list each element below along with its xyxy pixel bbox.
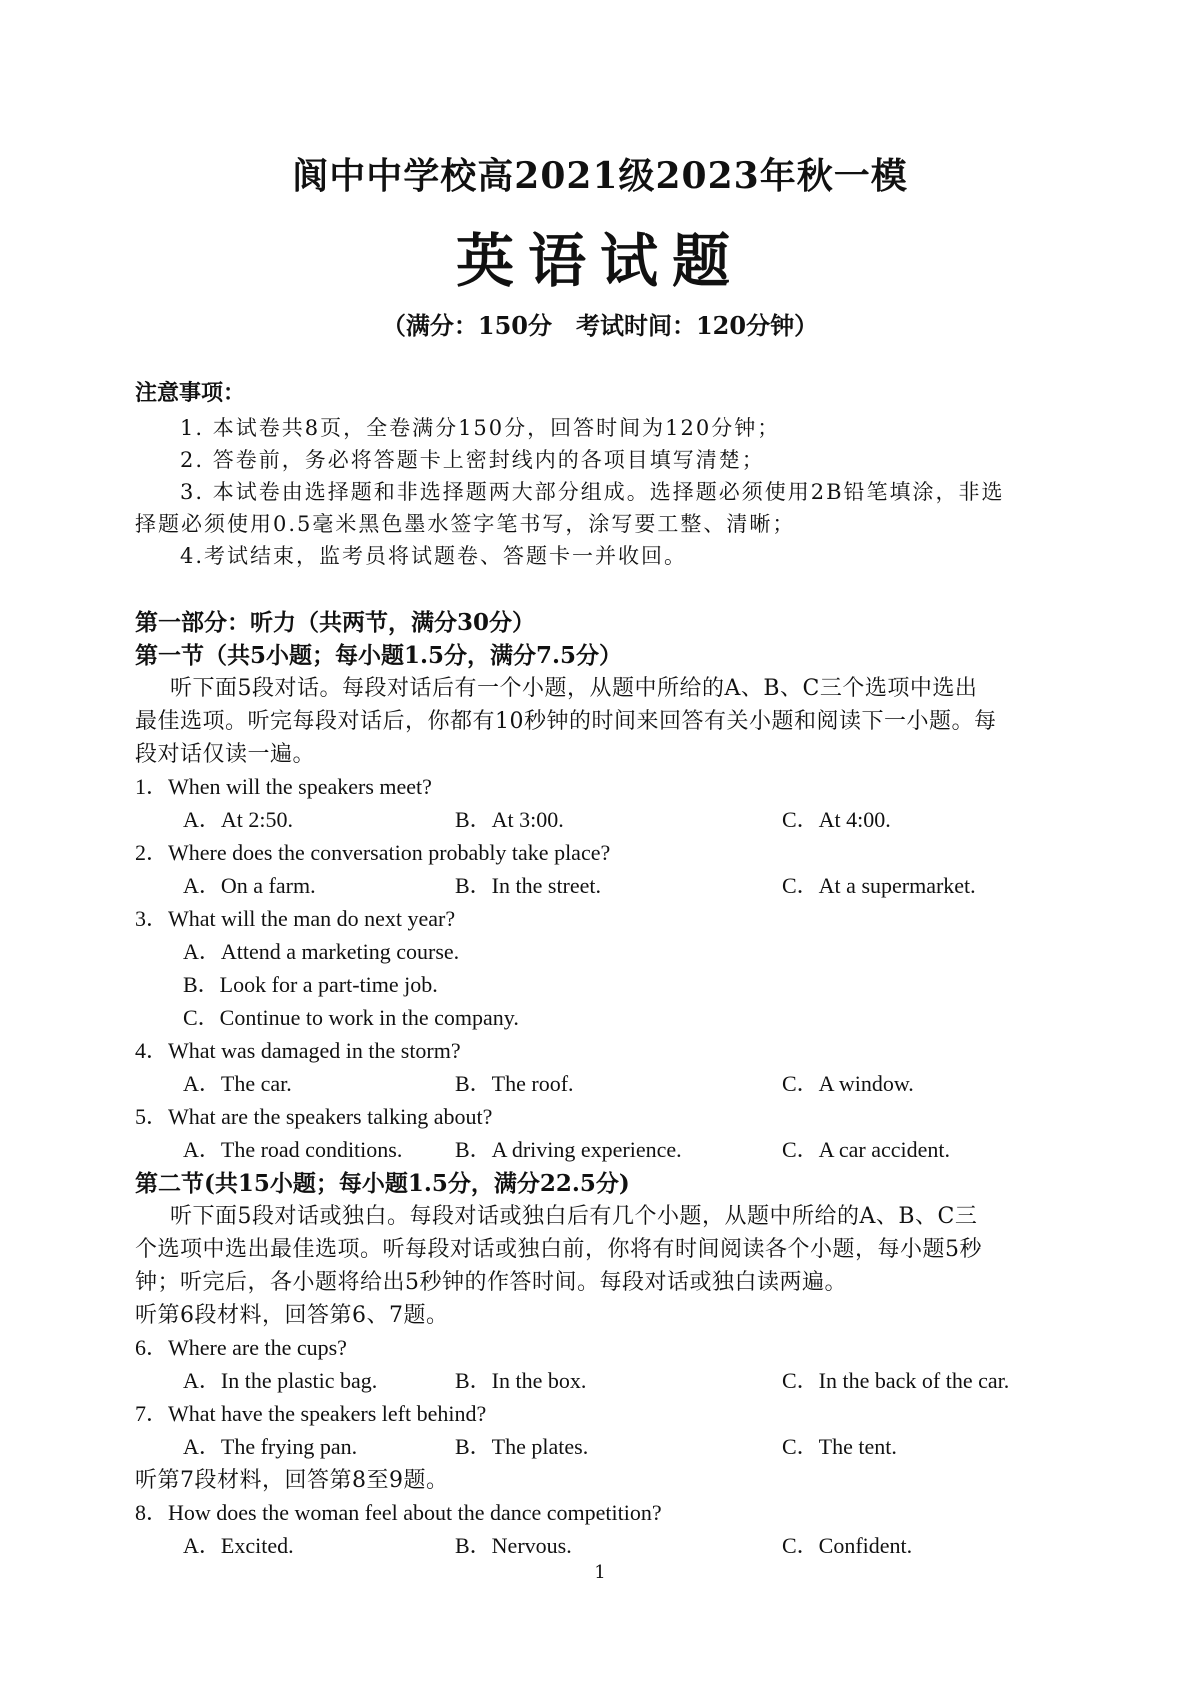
section2-heading: 第二节(共15小题；每小题1.5分，满分22.5分) (135, 1170, 630, 1197)
option-c: C．At 4:00. (782, 807, 891, 832)
exam-meta: （满分：150分 考试时间：120分钟） (381, 311, 819, 340)
question: 1．When will the speakers meet? (135, 774, 432, 799)
option-b: B．At 3:00. (455, 807, 564, 832)
option-a: A．In the plastic bag. (183, 1368, 378, 1393)
notice-item: 4.考试结束，监考员将试题卷、答题卡一并收回。 (180, 544, 688, 568)
part1-heading: 第一部分：听力（共两节，满分30分） (135, 609, 536, 636)
question: 8．How does the woman feel about the dance competition? (135, 1500, 662, 1525)
option-c: C．A car accident. (782, 1137, 950, 1162)
question: 6．Where are the cups? (135, 1335, 347, 1360)
subject-title: 英语试题 (455, 227, 744, 295)
section2-instructions: 听下面5段对话或独白。每段对话或独白后有几个小题，从题中所给的A、B、C三 (170, 1204, 978, 1229)
option-a: A．The road conditions. (183, 1137, 403, 1162)
exam-title: 阆中中学校高2021级2023年秋一模 (292, 155, 908, 197)
section2-instructions: 个选项中选出最佳选项。听每段对话或独白前，你将有时间阅读各个小题，每小题5秒 (135, 1237, 982, 1262)
option-a: A．The car. (183, 1071, 292, 1096)
option-a: A．On a farm. (183, 873, 316, 898)
question: 5．What are the speakers talking about? (135, 1104, 493, 1129)
question: 2．Where does the conversation probably take place? (135, 840, 611, 865)
option-b: B．The roof. (455, 1071, 574, 1096)
notice-item: 2. 答卷前，务必将答题卡上密封线内的各项目填写清楚； (180, 448, 765, 472)
option-a: A．Attend a marketing course. (183, 939, 460, 964)
material-label: 听第6段材料，回答第6、7题。 (135, 1303, 449, 1328)
notice-item: 3. 本试卷由选择题和非选择题两大部分组成。选择题必须使用2B铅笔填涂，非选 (180, 480, 1005, 504)
section1-heading: 第一节（共5小题；每小题1.5分，满分7.5分） (135, 642, 623, 669)
option-b: B．Look for a part-time job. (183, 972, 438, 997)
question: 4．What was damaged in the storm? (135, 1038, 461, 1063)
option-c: C．In the back of the car. (782, 1368, 1010, 1393)
option-c: C．A window. (782, 1071, 914, 1096)
option-b: B．In the street. (455, 873, 602, 898)
section2-instructions: 钟；听完后，各小题将给出5秒钟的作答时间。每段对话或独白读两遍。 (135, 1270, 847, 1295)
option-c: C．The tent. (782, 1434, 897, 1459)
option-c: C．Continue to work in the company. (183, 1005, 519, 1030)
option-a: A．The frying pan. (183, 1434, 358, 1459)
option-b: B．A driving experience. (455, 1137, 682, 1162)
option-c: C．Confident. (782, 1533, 913, 1558)
section1-instructions: 最佳选项。听完每段对话后，你都有10秒钟的时间来回答有关小题和阅读下一小题。每 (135, 709, 997, 734)
page-number: 1 (594, 1562, 606, 1583)
option-a: A．Excited. (183, 1533, 294, 1558)
material-label: 听第7段材料，回答第8至9题。 (135, 1468, 449, 1493)
option-b: B．The plates. (455, 1434, 589, 1459)
notice-item: 1. 本试卷共8页，全卷满分150分，回答时间为120分钟； (180, 416, 781, 440)
section1-instructions: 听下面5段对话。每段对话后有一个小题，从题中所给的A、B、C三个选项中选出 (170, 676, 978, 701)
option-a: A．At 2:50. (183, 807, 294, 832)
option-c: C．At a supermarket. (782, 873, 976, 898)
section1-instructions: 段对话仅读一遍。 (135, 742, 316, 767)
notice-heading: 注意事项： (135, 380, 246, 406)
option-b: B．Nervous. (455, 1533, 572, 1558)
option-b: B．In the box. (455, 1368, 587, 1393)
notice-item: 择题必须使用0.5毫米黑色墨水签字笔书写，涂写要工整、清晰； (135, 512, 796, 536)
question: 7．What have the speakers left behind? (135, 1401, 487, 1426)
question: 3．What will the man do next year? (135, 906, 456, 931)
